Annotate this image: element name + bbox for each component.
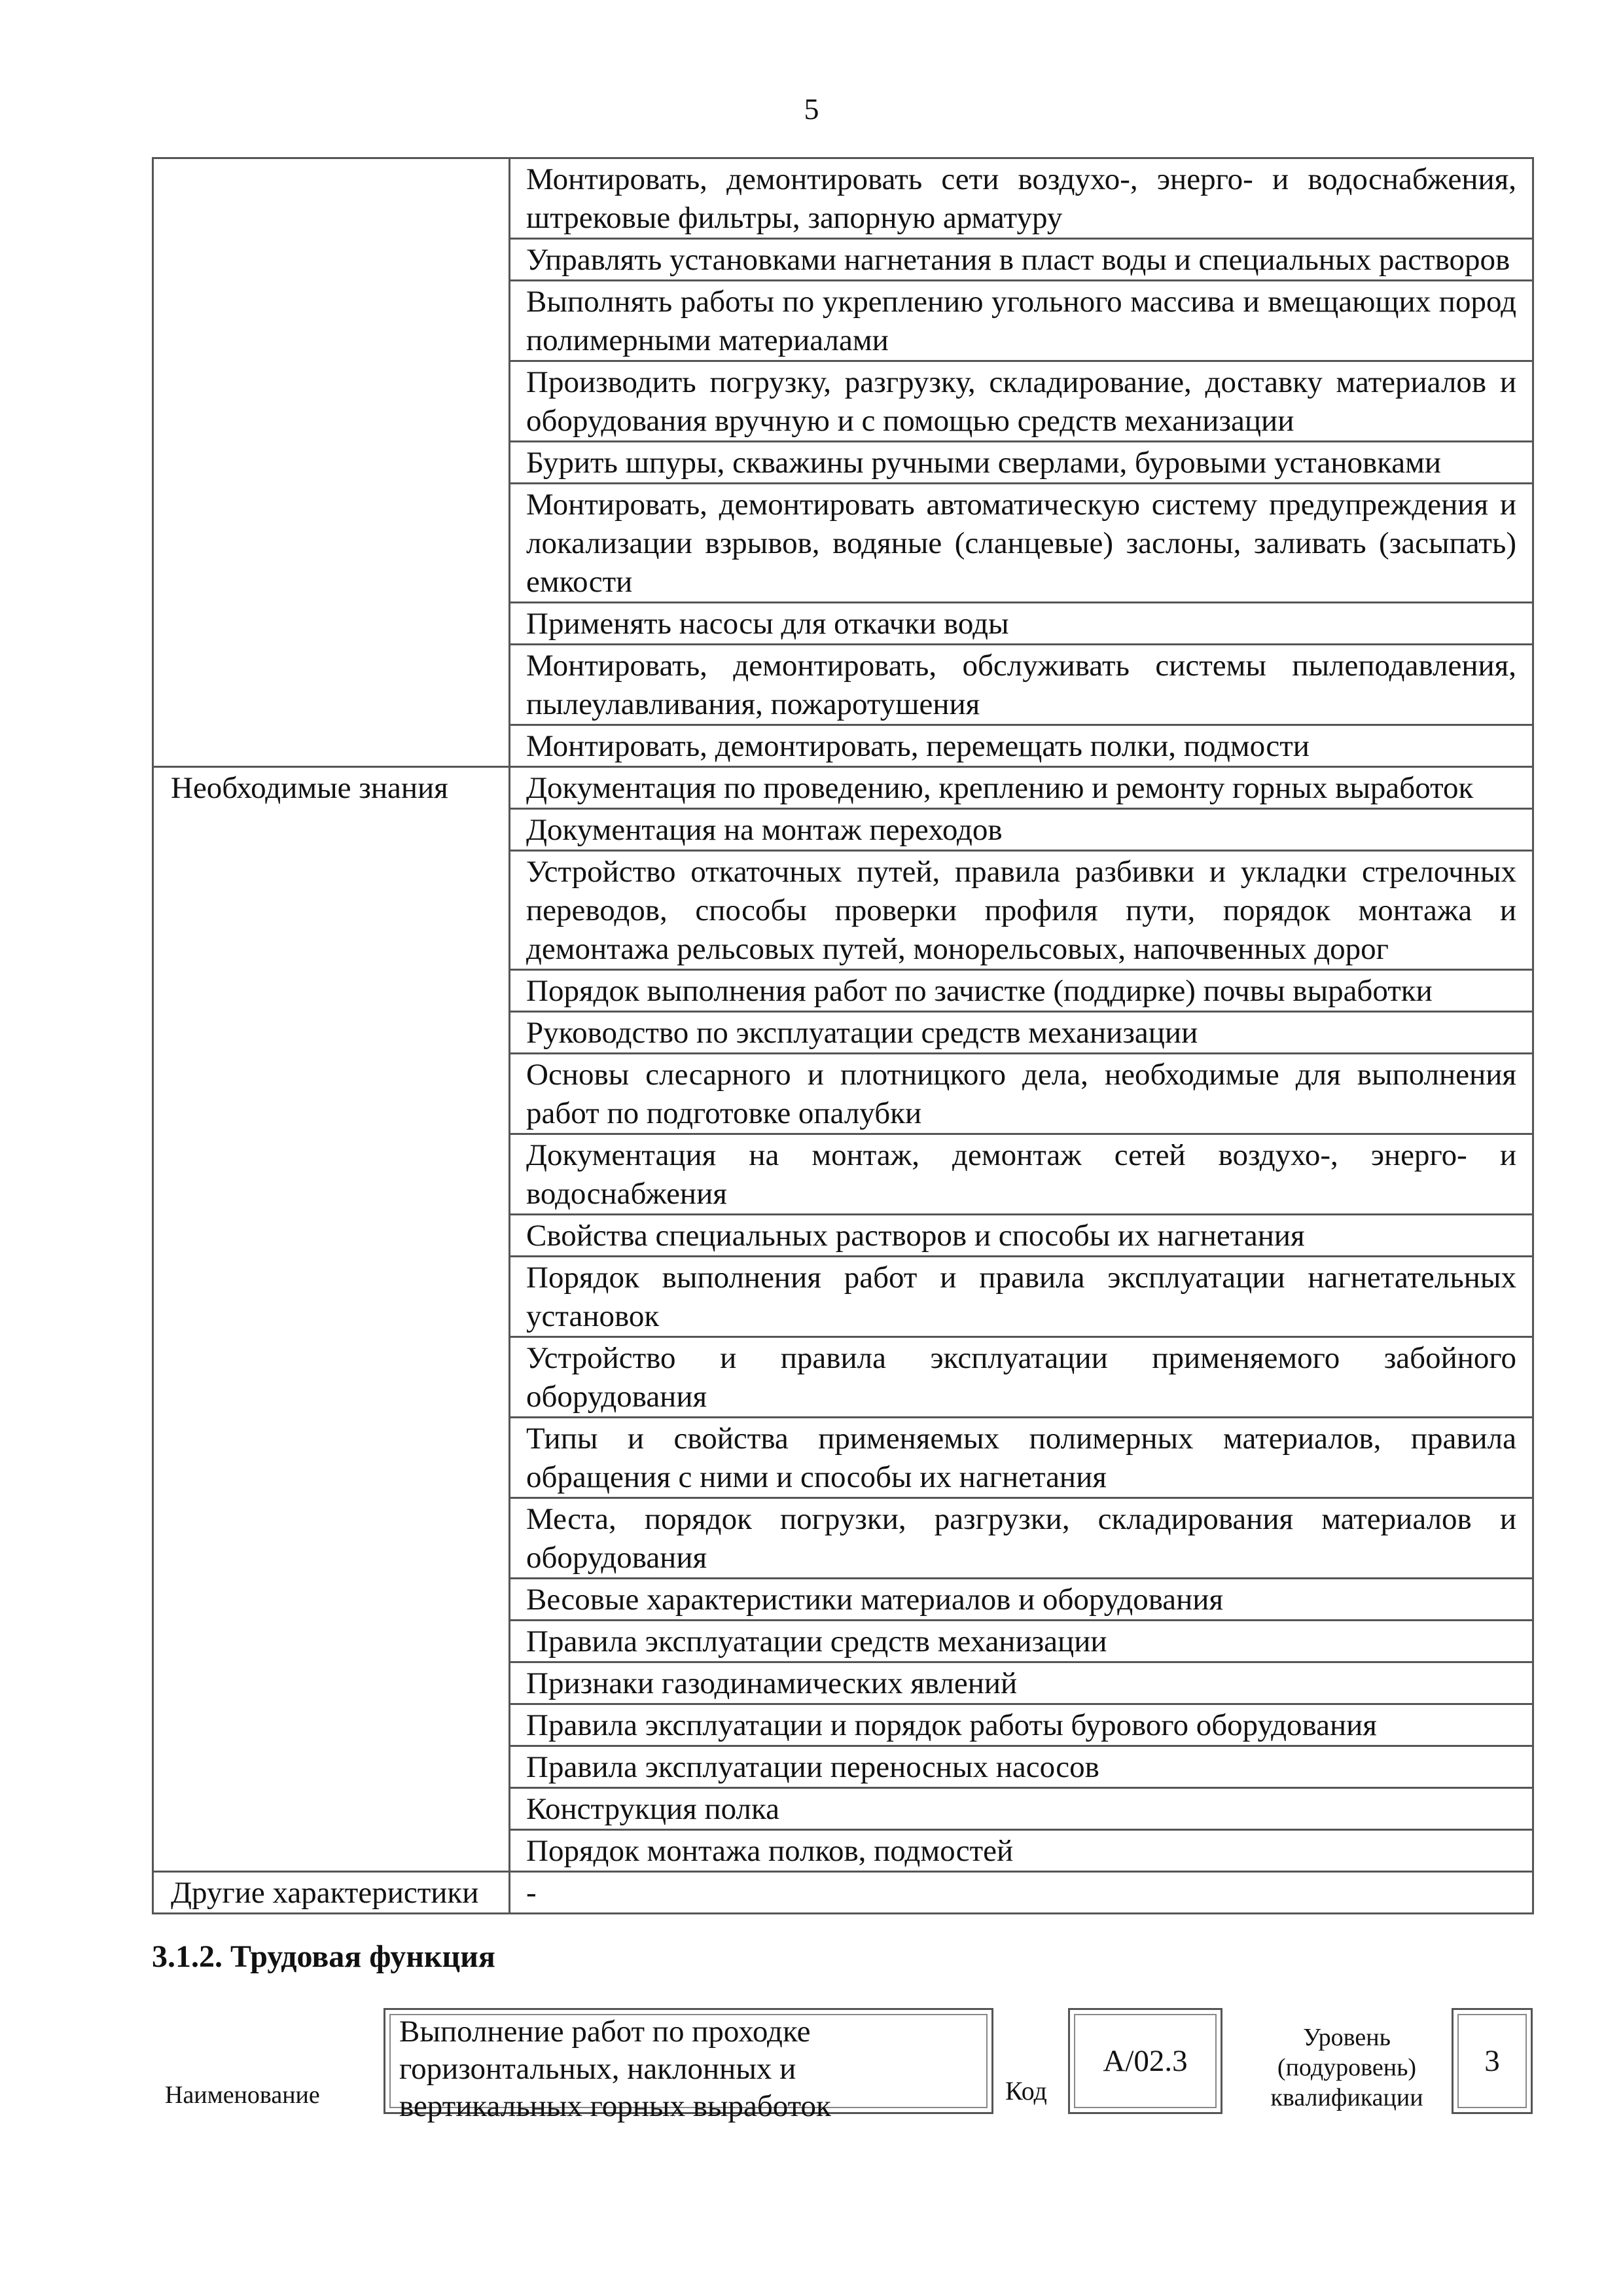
row-item: Основы слесарного и плотницкого дела, необходимые для выполнения работ по подготовке опалубки — [510, 1054, 1533, 1134]
row-item: Правила эксплуатации средств механизации — [510, 1621, 1533, 1662]
page-number: 5 — [804, 92, 819, 126]
row-item: Монтировать, демонтировать автоматическую систему предупреждения и локализации взрывов, водяные (сланцевые) заслоны, заливать (засыпать) емкости — [510, 484, 1533, 603]
row-item: Порядок выполнения работ по зачистке (поддирке) почвы выработки — [510, 970, 1533, 1012]
row-item: Производить погрузку, разгрузку, складирование, доставку материалов и оборудования вручную и с помощью средств механизации — [510, 361, 1533, 442]
level-label: Уровень (подуровень) квалификации — [1270, 2024, 1423, 2111]
row-item: Монтировать, демонтировать, обслуживать системы пылеподавления, пылеулавливания, пожаротушения — [510, 645, 1533, 725]
row-item: Выполнять работы по укреплению угольного массива и вмещающих пород полимерными материалами — [510, 281, 1533, 361]
name-value: Выполнение работ по проходке горизонтальных, наклонных и вертикальных горных выработок — [399, 2015, 831, 2123]
code-label: Код — [1005, 2076, 1047, 2106]
row-item: Монтировать, демонтировать сети воздухо-, энерго- и водоснабжения, штрековые фильтры, запорную арматуру — [510, 158, 1533, 239]
competency-table — [152, 157, 1534, 1914]
row-item: Документация по проведению, креплению и ремонту горных выработок — [510, 767, 1533, 809]
row-item: Свойства специальных растворов и способы их нагнетания — [510, 1215, 1533, 1257]
row-item: Конструкция полка — [510, 1788, 1533, 1830]
row-item: Устройство откаточных путей, правила разбивки и укладки стрелочных переводов, способы проверки профиля пути, порядок монтажа и демонтажа рельсовых путей, монорельсовых, напочвенных дорог — [510, 851, 1533, 970]
row-item: Документация на монтаж, демонтаж сетей воздухо-, энерго- и водоснабжения — [510, 1134, 1533, 1215]
row-item: Весовые характеристики материалов и оборудования — [510, 1579, 1533, 1621]
row-item: Типы и свойства применяемых полимерных материалов, правила обращения с ними и способы их нагнетания — [510, 1418, 1533, 1498]
row-item: Места, порядок погрузки, разгрузки, складирования материалов и оборудования — [510, 1498, 1533, 1579]
level-value: 3 — [1484, 2044, 1500, 2078]
row-item: - — [510, 1872, 1533, 1914]
row-item: Устройство и правила эксплуатации применяемого забойного оборудования — [510, 1337, 1533, 1418]
row-item: Управлять установками нагнетания в пласт воды и специальных растворов — [510, 239, 1533, 281]
table-row — [153, 1872, 1533, 1914]
row-item: Бурить шпуры, скважины ручными сверлами, буровыми установками — [510, 442, 1533, 484]
row-group-label: Необходимые знания — [153, 767, 510, 1872]
row-item: Документация на монтаж переходов — [510, 809, 1533, 851]
row-item: Порядок выполнения работ и правила эксплуатации нагнетательных установок — [510, 1257, 1533, 1337]
row-item: Правила эксплуатации и порядок работы бурового оборудования — [510, 1704, 1533, 1746]
row-item: Монтировать, демонтировать, перемещать полки, подмости — [510, 725, 1533, 767]
row-item: Признаки газодинамических явлений — [510, 1662, 1533, 1704]
row-item: Руководство по эксплуатации средств механизации — [510, 1012, 1533, 1054]
row-item: Правила эксплуатации переносных насосов — [510, 1746, 1533, 1788]
row-item: Применять насосы для откачки воды — [510, 603, 1533, 645]
row-item: Порядок монтажа полков, подмостей — [510, 1830, 1533, 1872]
row-group-label — [153, 158, 510, 767]
code-value: А/02.3 — [1103, 2044, 1188, 2078]
table-row — [153, 158, 1533, 239]
table-row — [153, 767, 1533, 809]
name-label: Наименование — [165, 2081, 320, 2109]
section-title: 3.1.2. Трудовая функция — [152, 1939, 495, 1974]
row-group-label: Другие характеристики — [153, 1872, 510, 1914]
